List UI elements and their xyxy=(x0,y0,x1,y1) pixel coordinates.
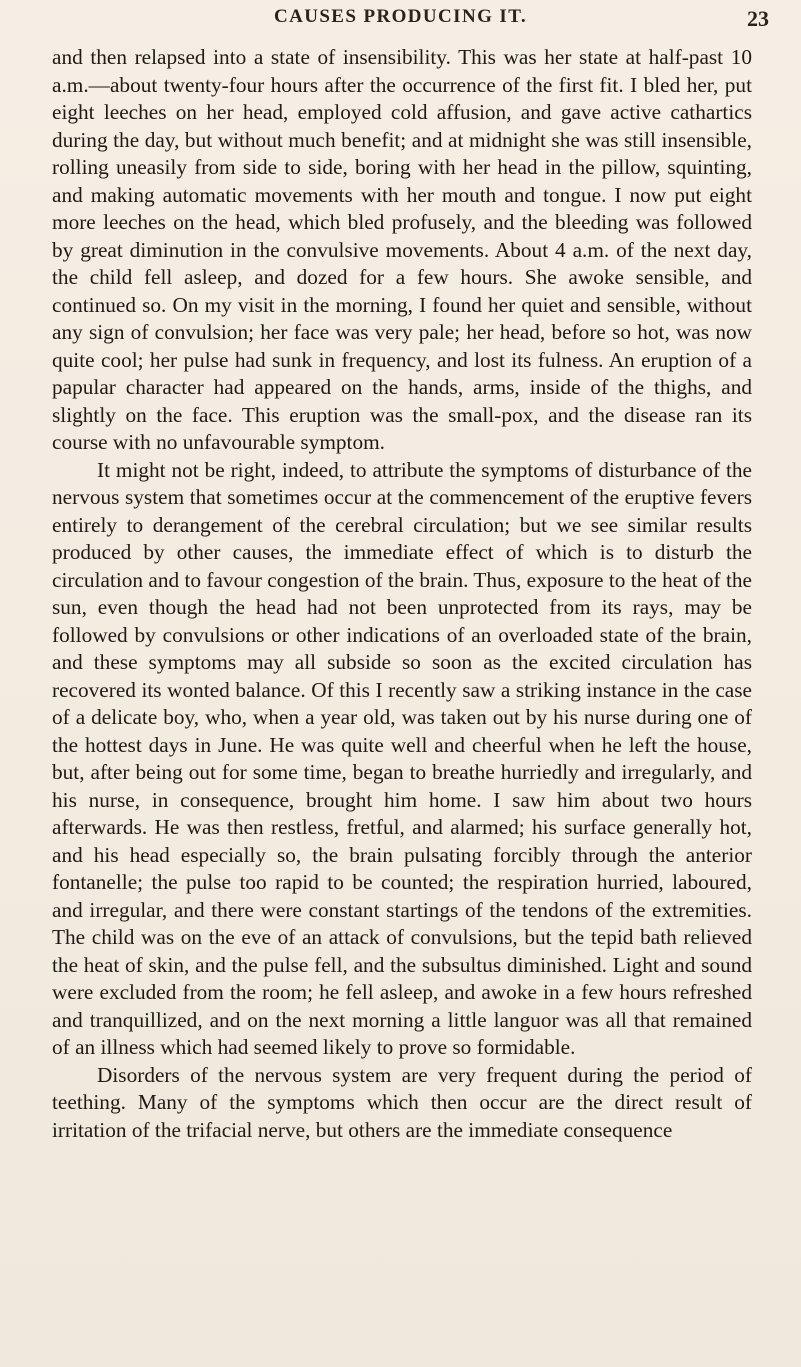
paragraph-2: It might not be right, indeed, to attribute the symptoms of disturbance of the nervous system that sometimes occur at the commencement of the eruptive fevers entirely to derangement of the cerebral circulation; but we see similar results produced by other causes, the immediate effect of which is to disturb the circulation and to favour congestion of the brain. Thus, exposure to the heat of the sun, even though the head had not been unprotected from its rays, may be followed by convulsions or other indications of an overloaded state of the brain, and these symptoms may all subside so soon as the excited circulation has recovered its wonted balance. Of this I recently saw a striking instance in the case of a delicate boy, who, when a year old, was taken out by his nurse during one of the hottest days in June. He was quite well and cheerful when he left the house, but, after being out for some time, began to breathe hurriedly and irregularly, and his nurse, in consequence, brought him home. I saw him about two hours afterwards. He was then restless, fretful, and alarmed; his surface generally hot, and his head especially so, the brain pulsating forcibly through the anterior fontanelle; the pulse too rapid to be counted; the respiration hurried, laboured, and irregular, and there were constant startings of the tendons of the extremities. The child was on the eve of an attack of convulsions, but the tepid bath relieved the heat of skin, and the pulse fell, and the subsultus diminished. Light and sound were excluded from the room; he fell asleep, and awoke in a few hours refreshed and tranquillized, and on the next morning a little languor was all that remained of an illness which had seemed likely to prove so formidable. xyxy=(52,457,752,1059)
paragraph-1: and then relapsed into a state of insensibility. This was her state at half-past 10 a.m.—about twenty-four hours after the occurrence of the first fit. I bled her, put eight leeches on her head, employed cold affusion, and gave active cathartics during the day, but without much benefit; and at midnight she was still insensible, rolling uneasily from side to side, boring with her head in the pillow, squinting, and making automatic movements with her mouth and tongue. I now put eight more leeches on the head, which bled profusely, and the bleeding was followed by great diminution in the convulsive movements. About 4 a.m. of the next day, the child fell asleep, and dozed for a few hours. She awoke sensible, and continued so. On my visit in the morning, I found her quiet and sensible, without any sign of convulsion; her face was very pale; her head, before so hot, was now quite cool; her pulse had sunk in frequency, and lost its fulness. An eruption of a papular character had appeared on the hands, arms, inside of the thighs, and slightly on the face. This eruption was the small-pox, and the disease ran its course with no unfavourable symptom. xyxy=(52,45,752,454)
running-title: CAUSES PRODUCING IT. xyxy=(273,6,528,27)
running-head xyxy=(0,6,801,34)
page-number: 23 xyxy=(747,6,769,31)
paragraph-3: Disorders of the nervous system are very frequent during the period of teething. Many of the symptoms which then occur are the direct result of irritation of the trifacial nerve, but others are the immediate consequence xyxy=(52,1062,752,1142)
body-text xyxy=(52,44,752,1144)
